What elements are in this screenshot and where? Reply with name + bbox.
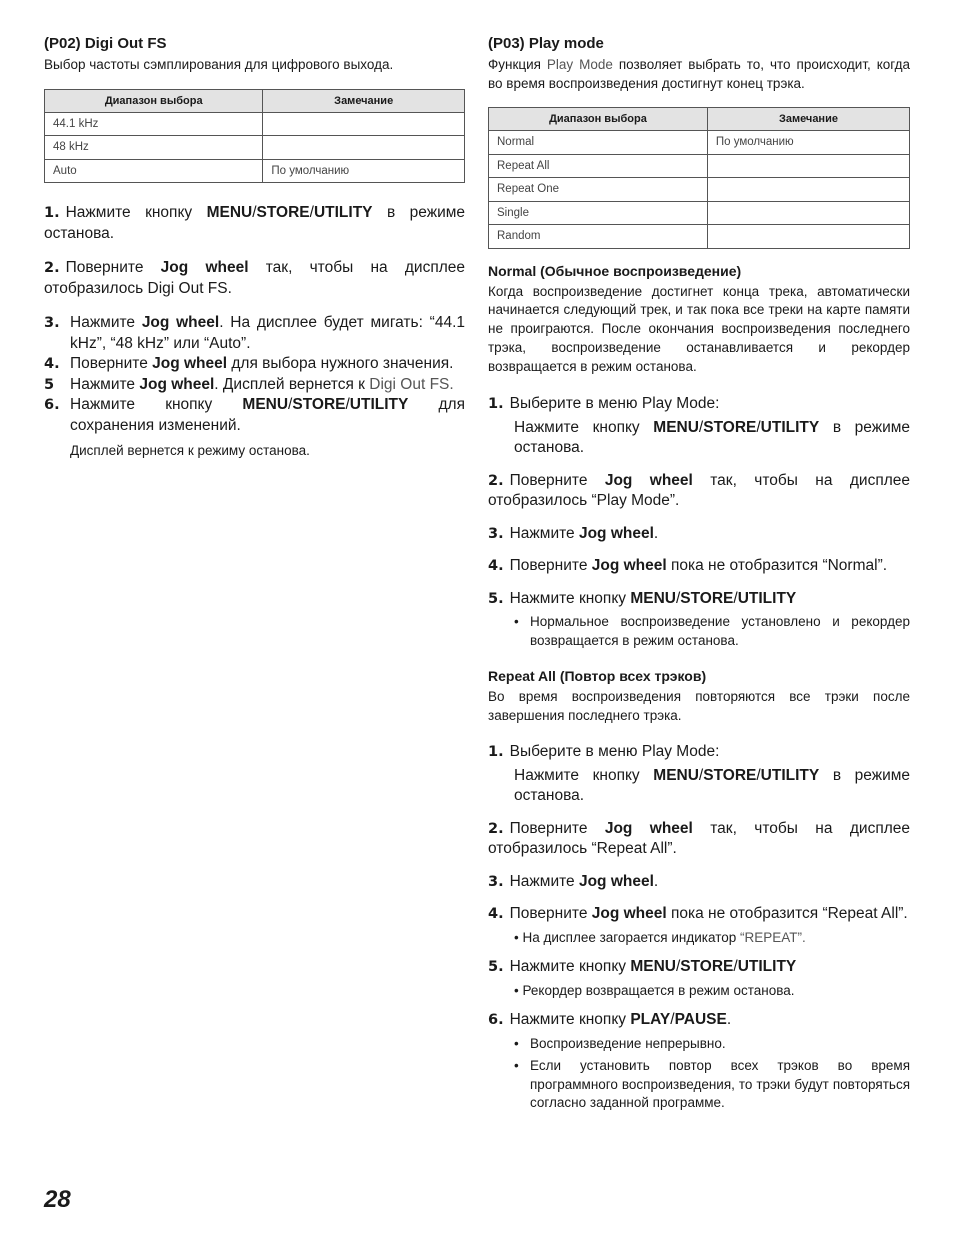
bullet-text: • На дисплее загорается индикатор	[514, 929, 740, 945]
utility-button-label: UTILITY	[760, 418, 820, 436]
normal-step-3	[488, 524, 910, 545]
repeat-step-1	[488, 742, 910, 763]
table-cell: Single	[489, 201, 708, 225]
step-text: Поверните	[65, 259, 161, 276]
menu-button-label: MENU	[206, 204, 253, 221]
repeat-indicator-text: “REPEAT”.	[740, 929, 806, 945]
separator: /	[756, 766, 761, 784]
step-number: 1.	[488, 744, 504, 761]
step-number: 2.	[488, 472, 504, 489]
step-text: Выберите в меню Play Mode:	[509, 743, 720, 761]
step-body	[70, 375, 465, 396]
play-button-label: PLAY	[630, 1011, 671, 1029]
table-row	[45, 136, 465, 160]
jog-wheel-label: Jog wheel	[152, 355, 228, 372]
step-text: в режиме останова.	[44, 204, 465, 242]
step-text: Поверните	[509, 819, 605, 837]
store-button-label: STORE	[703, 766, 757, 784]
separator: /	[309, 204, 314, 221]
store-button-label: STORE	[703, 418, 757, 436]
store-button-label: STORE	[256, 204, 310, 221]
step-number: 5	[44, 376, 55, 393]
step-text: Поверните	[509, 557, 592, 575]
normal-step-1	[488, 394, 910, 415]
right-column	[488, 34, 910, 1117]
normal-step-2	[488, 471, 910, 512]
jog-wheel-label: Jog wheel	[591, 557, 667, 575]
repeat-step-4-bullet	[514, 929, 910, 948]
play-mode-term: Play Mode	[546, 57, 613, 72]
step-text: Нажмите	[509, 872, 579, 890]
step-text: так, чтобы на дисплее отобразилось “Play Mode”.	[488, 471, 911, 510]
menu-button-label: MENU	[653, 766, 699, 784]
step-number: 5.	[488, 590, 504, 607]
separator: /	[252, 204, 257, 221]
table-cell	[707, 225, 909, 249]
table-row	[489, 131, 910, 155]
step-text: Нажмите кнопку	[509, 589, 631, 607]
table-cell: 48 kHz	[45, 136, 263, 160]
step-text: так, чтобы на дисплее отобразилось “Repeat All”.	[488, 819, 911, 858]
normal-step-4	[488, 556, 910, 577]
table-row	[45, 112, 465, 136]
pause-button-label: PAUSE	[674, 1011, 727, 1029]
table-header-row	[45, 89, 465, 112]
store-button-label: STORE	[680, 589, 734, 607]
step-number: 3.	[488, 873, 504, 890]
utility-button-label: UTILITY	[760, 766, 820, 784]
step-text: так, чтобы на дисплее отобразилось Digi Out FS.	[44, 259, 466, 297]
separator: /	[733, 589, 738, 607]
separator: /	[733, 958, 738, 976]
step-text: Нажмите кнопку	[509, 1011, 631, 1029]
step-text: Поверните	[509, 905, 592, 923]
separator: /	[345, 396, 350, 413]
section-heading-p03: (P03) Play mode	[488, 35, 604, 52]
bullet-dot: •	[514, 1058, 519, 1074]
step-text: Нажмите кнопку	[509, 958, 631, 976]
step-number: 1.	[44, 205, 60, 221]
table-row	[489, 178, 910, 202]
repeat-all-description: Во время воспроизведения повторяются все трэки после завершения последнего трэка.	[488, 689, 910, 724]
step-text: Выберите в меню Play Mode:	[509, 395, 720, 413]
table-cell: Repeat All	[489, 154, 708, 178]
store-button-label: STORE	[292, 396, 346, 413]
jog-wheel-label: Jog wheel	[139, 375, 215, 393]
p03-range-table	[488, 107, 910, 249]
bullet-dot: •	[514, 614, 519, 630]
intro-text: Функция	[488, 57, 547, 72]
step-number: 4.	[44, 356, 60, 372]
separator: /	[288, 396, 293, 413]
table-header: Замечание	[263, 89, 465, 112]
step-body	[70, 313, 465, 354]
jog-wheel-label: Jog wheel	[578, 524, 654, 542]
jog-wheel-label: Jog wheel	[141, 314, 220, 331]
table-cell: По умолчанию	[263, 159, 465, 183]
table-header: Диапазон выбора	[489, 108, 708, 131]
page-number: 28	[44, 1186, 71, 1213]
section-intro-p02: Выбор частоты сэмплирования для цифрового выхода.	[44, 57, 394, 72]
step-4	[44, 354, 465, 375]
separator: /	[675, 958, 681, 976]
repeat-step-5	[488, 957, 910, 978]
step-text: Поверните	[509, 471, 605, 489]
step-text: в режиме останова.	[514, 418, 911, 457]
table-cell: Normal	[489, 131, 708, 155]
bullet-text: Нормальное воспроизведение установлено и рекордер возвращается в режим останова.	[530, 614, 910, 648]
normal-description: Когда воспроизведение достигнет конца трека, автоматически начинается следующий трек, и так пока все треки на карте памяти не проиграются. После окончания воспроизведения последнего трэка, воспроизведение останавливается и рекордер возвращается в режим останова.	[488, 283, 910, 374]
step-text: . На дисплее будет мигать: “44.1 kHz”, “48 kHz” или “Auto”.	[70, 314, 465, 352]
table-cell: Random	[489, 225, 708, 249]
step-text: Нажмите	[70, 375, 140, 393]
step-text: в режиме останова.	[514, 766, 911, 805]
step-text: .	[653, 524, 659, 542]
table-cell	[263, 112, 465, 136]
menu-button-label: MENU	[653, 418, 699, 436]
utility-button-label: UTILITY	[313, 204, 373, 221]
step-text: Поверните	[70, 355, 153, 372]
separator: /	[698, 766, 704, 784]
step-text: Нажмите кнопку	[514, 766, 654, 784]
normal-step-1-detail	[488, 418, 910, 459]
jog-wheel-label: Jog wheel	[578, 872, 654, 890]
store-button-label: STORE	[680, 958, 734, 976]
step-6	[44, 395, 465, 436]
left-column	[44, 34, 465, 461]
step-number: 1.	[488, 396, 504, 413]
section-heading-p02: (P02) Digi Out FS	[44, 35, 167, 52]
jog-wheel-label: Jog wheel	[160, 259, 249, 276]
table-row	[45, 159, 465, 183]
menu-button-label: MENU	[630, 958, 676, 976]
utility-button-label: UTILITY	[737, 958, 797, 976]
step-3	[44, 313, 465, 354]
step-number: 3.	[44, 315, 60, 331]
normal-heading: Normal (Обычное воспроизведение)	[488, 262, 742, 279]
step-2	[44, 258, 465, 299]
step-number: 2.	[44, 260, 60, 276]
bullet-text: Воспроизведение непрерывно.	[530, 1035, 726, 1051]
separator: /	[756, 418, 761, 436]
step-text: Нажмите кнопку	[70, 396, 243, 413]
table-cell	[263, 136, 465, 160]
step-text: Нажмите кнопку	[514, 418, 654, 436]
table-cell	[707, 154, 909, 178]
step-body	[70, 395, 465, 436]
repeat-step-1-detail	[488, 766, 910, 807]
table-cell: Repeat One	[489, 178, 708, 202]
jog-wheel-label: Jog wheel	[604, 819, 693, 837]
bullet-text: Если установить повтор всех трэков во время программного воспроизведения, то трэки будут повторяться согласно заданной программе.	[530, 1058, 910, 1111]
jog-wheel-label: Jog wheel	[591, 905, 667, 923]
repeat-all-heading: Repeat All (Повтор всех трэков)	[488, 668, 707, 685]
step-number: 5.	[488, 959, 504, 976]
jog-wheel-label: Jog wheel	[604, 471, 693, 489]
step-number: 2.	[488, 820, 504, 837]
separator: /	[670, 1011, 675, 1029]
utility-button-label: UTILITY	[737, 589, 797, 607]
menu-button-label: MENU	[242, 396, 289, 413]
step-text: для сохранения изменений.	[70, 396, 465, 434]
step-number: 3.	[488, 525, 504, 542]
intro-text: позволяет выбрать то, что происходит, когда во время воспроизведения достигнут конец трэка.	[488, 57, 910, 91]
step-text: .	[653, 872, 659, 890]
table-cell: 44.1 kHz	[45, 112, 263, 136]
repeat-step-6-bullet	[514, 1057, 910, 1113]
table-header-row	[489, 108, 910, 131]
step-5	[44, 375, 465, 396]
step-text: Нажмите	[509, 524, 579, 542]
step-1	[44, 203, 465, 244]
step-text: Нажмите кнопку	[65, 204, 207, 221]
table-cell	[707, 178, 909, 202]
menu-button-label: MENU	[630, 589, 676, 607]
table-header: Замечание	[707, 108, 909, 131]
repeat-step-5-bullet: • Рекордер возвращается в режим останова.	[514, 982, 795, 998]
table-cell: По умолчанию	[707, 131, 909, 155]
table-row	[489, 201, 910, 225]
repeat-step-4	[488, 904, 910, 925]
repeat-step-2	[488, 819, 910, 860]
step-text: пока не отобразится “Repeat All”.	[666, 905, 908, 923]
step-text: пока не отобразится “Normal”.	[666, 557, 888, 575]
step-text: для выбора нужного значения.	[227, 355, 454, 372]
step-number: 6.	[488, 1012, 504, 1029]
normal-step-5-bullet	[514, 613, 910, 650]
step-text: . Дисплей вернется к	[214, 375, 370, 393]
utility-button-label: UTILITY	[349, 396, 409, 413]
separator: /	[675, 589, 681, 607]
table-row	[489, 225, 910, 249]
step-text: .	[726, 1011, 732, 1029]
table-cell: Auto	[45, 159, 263, 183]
p02-range-table	[44, 89, 465, 184]
step-body	[70, 354, 465, 375]
step-number: 4.	[488, 906, 504, 923]
step-text: Нажмите	[70, 314, 142, 331]
repeat-step-6	[488, 1010, 910, 1031]
step-number: 6.	[44, 397, 60, 413]
step-6-note: Дисплей вернется к режиму останова.	[70, 443, 310, 458]
display-text: Digi Out FS.	[369, 375, 454, 393]
section-intro-p03	[488, 56, 910, 93]
table-cell	[707, 201, 909, 225]
repeat-step-3	[488, 872, 910, 893]
step-number: 4.	[488, 558, 504, 575]
bullet-dot: •	[514, 1035, 519, 1051]
table-row	[489, 154, 910, 178]
normal-step-5	[488, 589, 910, 610]
table-header: Диапазон выбора	[45, 89, 263, 112]
repeat-step-6-bullet	[514, 1035, 910, 1054]
separator: /	[698, 418, 704, 436]
